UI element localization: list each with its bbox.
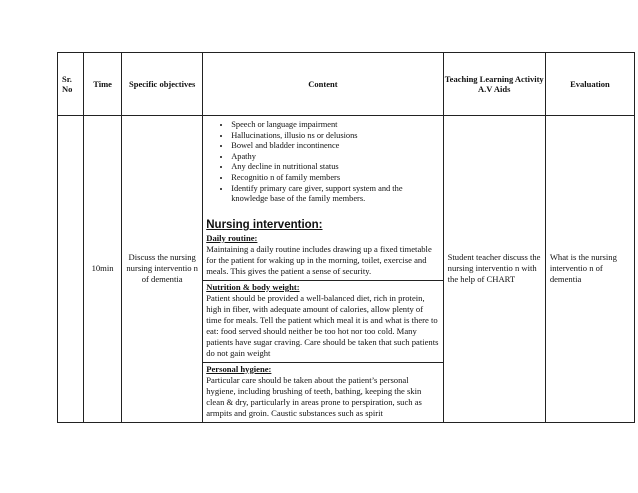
bullet-item: • Bowel and bladder incontinence (231, 141, 438, 152)
header-specific-objectives: Specific objectives (122, 53, 203, 116)
lesson-plan-table (57, 52, 635, 423)
personal-hygiene-section (203, 362, 442, 422)
header-time: Time (84, 53, 122, 116)
section-text: Patient should be provided a well-balanced diet, rich in protein, high in fiber, with adequate amount of calories, allow plenty of time for meals. Tell the patient which meal it is and what is there to eat: food served should neither be too hot nor too cold. Many patients have sugar craving. Care should be taken that such patients do not gain weight (206, 292, 439, 358)
section-title: Nutrition & body weight: (206, 281, 300, 292)
evaluation-cell: What is the nursing interventio n of dementia (545, 116, 634, 423)
content-cell (203, 116, 443, 423)
daily-routine-section (203, 232, 442, 280)
section-text: Maintaining a daily routine includes drawing up a fixed timetable for the patient for waking up in the morning, toilet, exercise and meals. This gives the patient a sense of security. (206, 243, 432, 276)
bullet-item: • Identify primary care giver, support system and the knowledge base of the family members. (231, 184, 438, 205)
sr-no-cell (58, 116, 84, 423)
header-content: Content (203, 53, 443, 116)
bullet-item: • Speech or language impairment (231, 120, 438, 131)
header-row (58, 53, 635, 116)
section-text: Particular care should be taken about the patient’s personal hygiene, including brushing of teeth, bathing, keeping the skin clean & dry, particularly in areas prone to perspiration, such as armpits and groin. Caustic substances such as spirit (206, 374, 422, 418)
bullet-item: • Recognitio n of family members (231, 173, 438, 184)
header-evaluation: Evaluation (545, 53, 634, 116)
bullet-item: • Any decline in nutritional status (231, 162, 438, 173)
table-row (58, 116, 635, 423)
assessment-bullet-list (203, 120, 442, 205)
nursing-intervention-heading: Nursing intervention: (206, 218, 323, 231)
teaching-activity-cell: Student teacher discuss the nursing interventio n with the help of CHART (443, 116, 545, 423)
time-cell: 10min (84, 116, 122, 423)
section-title: Personal hygiene: (206, 363, 272, 374)
bullet-item: • Apathy (231, 152, 438, 163)
bullet-item: • Hallucinations, illusio ns or delusions (231, 131, 438, 142)
objective-cell: Discuss the nursing nursing interventio n of dementia (122, 116, 203, 423)
header-teaching-activity: Teaching Learning Activity A.V Aids (443, 53, 545, 116)
nutrition-section (203, 280, 442, 362)
header-sr-no: Sr. No (58, 53, 84, 116)
section-title: Daily routine: (206, 232, 258, 243)
